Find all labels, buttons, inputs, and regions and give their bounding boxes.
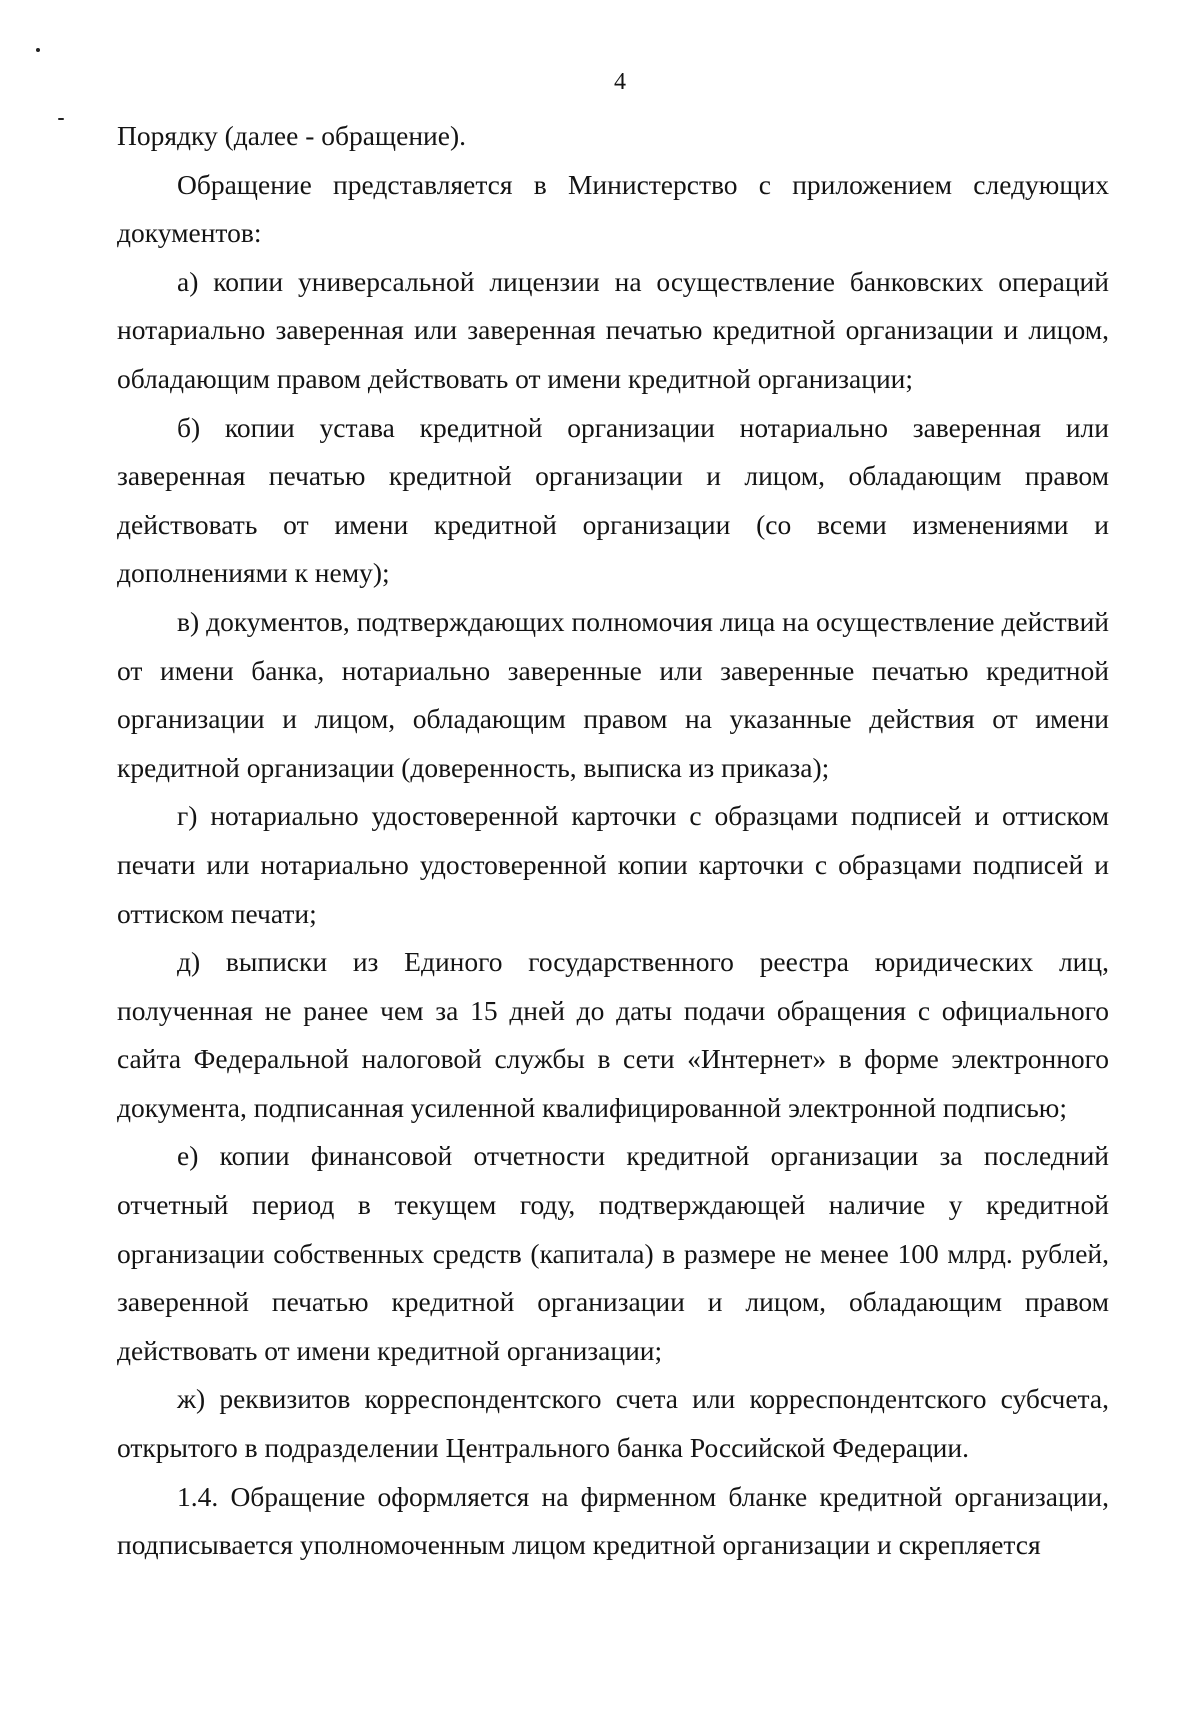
paragraph-item-d: д) выписки из Единого государственного реестра юридических лиц, полученная не ранее чем за 15 дней до даты подачи обращения с официального сайта Федеральной налоговой службы в сети «Интернет» в форме электронного документа, подписанная усиленной квалифицированной электронной подписью; (117, 946, 1109, 1123)
paragraph-intro: Обращение представляется в Министерство с приложением следующих документов: (117, 168, 1109, 249)
paragraph-item-g: г) нотариально удостоверенной карточки с образцами подписей и оттиском печати или нотариально удостоверенной копии карточки с образцами подписей и оттиском печати; (117, 800, 1109, 929)
scan-speck (36, 48, 40, 52)
paragraph-continuation: Порядку (далее - обращение). (117, 120, 466, 151)
paragraph-item-v: в) документов, подтверждающих полномочия лица на осуществление действий от имени банка, нотариально заверенные или заверенные печатью кредитной организации и лицом, обладающим правом на указанные действия от имени кредитной организации (доверенность, выписка из приказа); (117, 605, 1109, 783)
paragraph-item-b: б) копии устава кредитной организации нотариально заверенная или заверенная печатью кредитной организации и лицом, обладающим правом действовать от имени кредитной организации (со всеми изменениями и дополнениями к нему); (117, 411, 1109, 589)
paragraph-item-zh: ж) реквизитов корреспондентского счета или корреспондентского субсчета, открытого в подразделении Центрального банка Российской Федерации. (117, 1383, 1109, 1464)
paragraph-item-e: е) копии финансовой отчетности кредитной организации за последний отчетный период в текущем году, подтверждающей наличие у кредитной организации собственных средств (капитала) в размере не менее 100 млрд. рублей, заверенной печатью кредитной организации и лицом, обладающим правом действовать от имени кредитной организации; (117, 1140, 1109, 1366)
paragraph-clause-1-4: 1.4. Обращение оформляется на фирменном бланке кредитной организации, подписывается уполномоченным лицом кредитной организации и скрепляется (117, 1480, 1109, 1561)
page-number: 4 (614, 69, 626, 95)
document-body (117, 112, 1109, 1570)
scan-speck (58, 118, 64, 120)
paragraph-item-a: а) копии универсальной лицензии на осуществление банковских операций нотариально заверенная или заверенная печатью кредитной организации и лицом, обладающим правом действовать от имени кредитной организации; (117, 265, 1109, 394)
